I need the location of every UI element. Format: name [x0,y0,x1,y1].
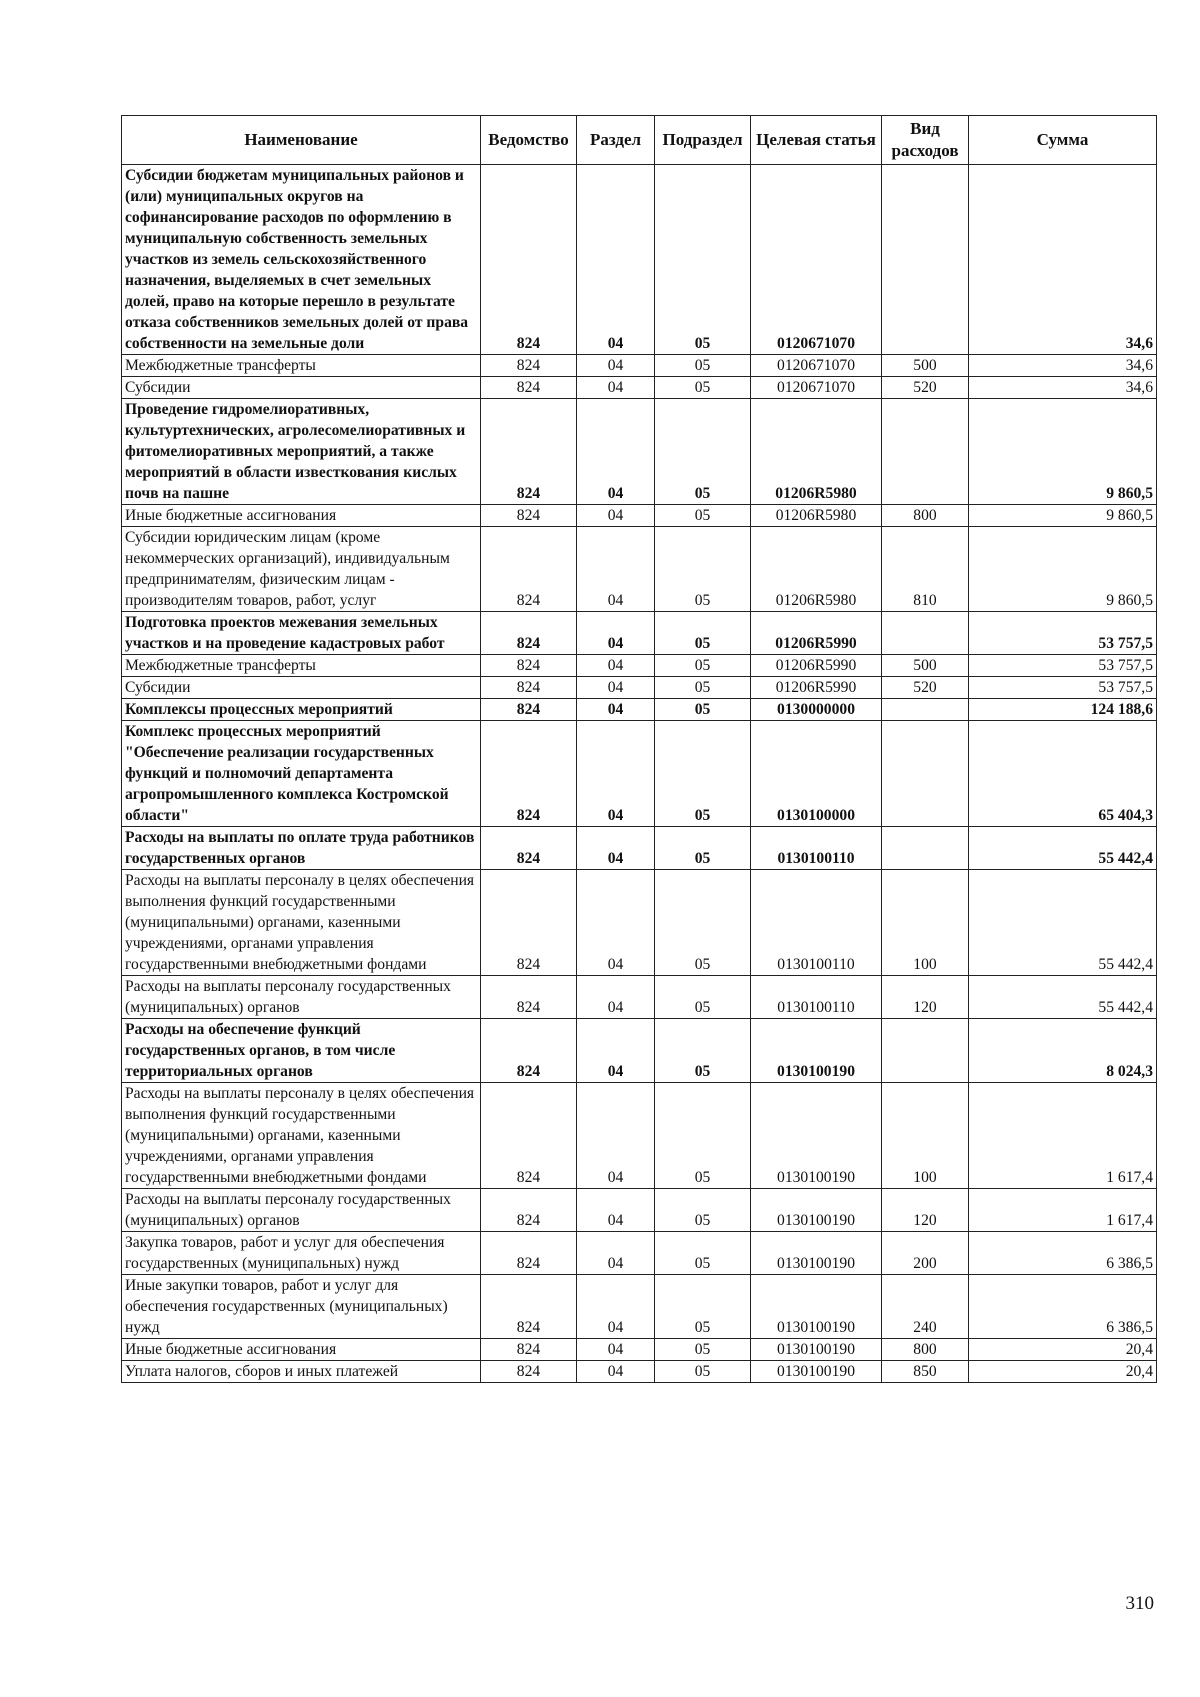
cell-name: Расходы на выплаты персоналу в целях обеспечения выполнения функций государственными (муниципальными) органами, казенными учреждениями, органами управления государственными внебюджетными фондами [122,1083,481,1189]
cell-section: 04 [577,870,655,976]
cell-exp-type [882,827,969,870]
cell-name: Иные закупки товаров, работ и услуг для обеспечения государственных (муниципальных) нужд [122,1275,481,1339]
cell-exp-type: 100 [882,1083,969,1189]
cell-subsection: 05 [655,976,751,1019]
cell-exp-type: 810 [882,527,969,612]
cell-dept: 824 [481,976,577,1019]
cell-exp-type: 800 [882,505,969,527]
cell-name: Межбюджетные трансферты [122,655,481,677]
table-row [122,355,1157,377]
cell-dept: 824 [481,612,577,655]
cell-name: Иные бюджетные ассигнования [122,505,481,527]
cell-exp-type [882,699,969,721]
cell-name: Подготовка проектов межевания земельных участков и на проведение кадастровых работ [122,612,481,655]
cell-sum: 34,6 [969,165,1157,355]
cell-section: 04 [577,1275,655,1339]
cell-sum: 1 617,4 [969,1189,1157,1232]
cell-subsection: 05 [655,355,751,377]
cell-target: 0130100110 [751,870,882,976]
table-row [122,827,1157,870]
cell-name: Комплексы процессных мероприятий [122,699,481,721]
table-row [122,699,1157,721]
cell-section: 04 [577,165,655,355]
table-row [122,976,1157,1019]
cell-dept: 824 [481,505,577,527]
cell-name: Расходы на выплаты персоналу в целях обеспечения выполнения функций государственными (муниципальными) органами, казенными учреждениями, органами управления государственными внебюджетными фондами [122,870,481,976]
table-row [122,1275,1157,1339]
cell-sum: 34,6 [969,355,1157,377]
cell-dept: 824 [481,1361,577,1383]
header-subsection: Подраздел [655,116,751,165]
cell-dept: 824 [481,1232,577,1275]
cell-exp-type: 100 [882,870,969,976]
cell-name: Закупка товаров, работ и услуг для обеспечения государственных (муниципальных) нужд [122,1232,481,1275]
cell-dept: 824 [481,355,577,377]
page-number: 310 [1125,1593,1154,1614]
cell-target: 0120671070 [751,377,882,399]
cell-target: 0120671070 [751,355,882,377]
cell-subsection: 05 [655,1339,751,1361]
table-row [122,1361,1157,1383]
cell-sum: 55 442,4 [969,827,1157,870]
cell-subsection: 05 [655,377,751,399]
cell-dept: 824 [481,1083,577,1189]
cell-name: Иные бюджетные ассигнования [122,1339,481,1361]
table-row [122,1339,1157,1361]
cell-subsection: 05 [655,721,751,827]
header-sum: Сумма [969,116,1157,165]
cell-target: 0130100110 [751,976,882,1019]
cell-section: 04 [577,655,655,677]
cell-target: 01206R5990 [751,677,882,699]
cell-target: 0130100000 [751,721,882,827]
cell-sum: 53 757,5 [969,677,1157,699]
cell-sum: 20,4 [969,1361,1157,1383]
cell-name: Комплекс процессных мероприятий "Обеспечение реализации государственных функций и полномочий департамента агропромышленного комплекса Костромской области" [122,721,481,827]
cell-target: 0120671070 [751,165,882,355]
cell-dept: 824 [481,399,577,505]
cell-exp-type: 500 [882,655,969,677]
table-row [122,1019,1157,1083]
cell-dept: 824 [481,1275,577,1339]
cell-sum: 1 617,4 [969,1083,1157,1189]
cell-exp-type: 500 [882,355,969,377]
cell-subsection: 05 [655,1275,751,1339]
cell-target: 01206R5980 [751,527,882,612]
cell-name: Расходы на обеспечение функций государственных органов, в том числе территориальных органов [122,1019,481,1083]
cell-name: Межбюджетные трансферты [122,355,481,377]
cell-section: 04 [577,1361,655,1383]
cell-subsection: 05 [655,699,751,721]
cell-name: Субсидии бюджетам муниципальных районов и (или) муниципальных округов на софинансирование расходов по оформлению в муниципальную собственность земельных участков из земель сельскохозяйственного назначения, выделяемых в счет земельных долей, право на которые перешло в результате отказа собственников земельных долей от права собственности на земельные доли [122,165,481,355]
header-target: Целевая статья [751,116,882,165]
cell-target: 0130000000 [751,699,882,721]
cell-dept: 824 [481,721,577,827]
cell-section: 04 [577,677,655,699]
cell-subsection: 05 [655,1361,751,1383]
table-row [122,165,1157,355]
cell-sum: 6 386,5 [969,1275,1157,1339]
cell-subsection: 05 [655,870,751,976]
cell-section: 04 [577,827,655,870]
cell-section: 04 [577,612,655,655]
cell-section: 04 [577,1083,655,1189]
cell-dept: 824 [481,527,577,612]
cell-dept: 824 [481,827,577,870]
cell-subsection: 05 [655,1232,751,1275]
cell-section: 04 [577,399,655,505]
cell-exp-type: 120 [882,1189,969,1232]
cell-target: 01206R5990 [751,612,882,655]
cell-sum: 9 860,5 [969,527,1157,612]
table-row [122,377,1157,399]
cell-section: 04 [577,527,655,612]
cell-target: 0130100110 [751,827,882,870]
cell-name: Расходы на выплаты персоналу государственных (муниципальных) органов [122,1189,481,1232]
cell-sum: 55 442,4 [969,870,1157,976]
header-name: Наименование [122,116,481,165]
header-exp-type: Вид расходов [882,116,969,165]
cell-sum: 53 757,5 [969,612,1157,655]
cell-sum: 65 404,3 [969,721,1157,827]
cell-target: 01206R5990 [751,655,882,677]
table-row [122,612,1157,655]
cell-target: 0130100190 [751,1275,882,1339]
cell-exp-type [882,612,969,655]
cell-target: 01206R5980 [751,505,882,527]
cell-dept: 824 [481,377,577,399]
cell-exp-type: 520 [882,677,969,699]
cell-dept: 824 [481,677,577,699]
cell-name: Уплата налогов, сборов и иных платежей [122,1361,481,1383]
table-row [122,721,1157,827]
cell-section: 04 [577,721,655,827]
cell-subsection: 05 [655,505,751,527]
cell-section: 04 [577,1339,655,1361]
table-row [122,1189,1157,1232]
cell-sum: 9 860,5 [969,505,1157,527]
cell-exp-type: 240 [882,1275,969,1339]
cell-section: 04 [577,377,655,399]
cell-sum: 124 188,6 [969,699,1157,721]
cell-subsection: 05 [655,612,751,655]
cell-sum: 55 442,4 [969,976,1157,1019]
cell-dept: 824 [481,1189,577,1232]
table-row [122,399,1157,505]
cell-exp-type [882,1019,969,1083]
cell-target: 0130100190 [751,1019,882,1083]
cell-subsection: 05 [655,1083,751,1189]
cell-exp-type [882,399,969,505]
cell-name: Расходы на выплаты по оплате труда работников государственных органов [122,827,481,870]
cell-sum: 9 860,5 [969,399,1157,505]
cell-section: 04 [577,505,655,527]
cell-sum: 20,4 [969,1339,1157,1361]
cell-subsection: 05 [655,1189,751,1232]
cell-name: Субсидии [122,377,481,399]
table-row [122,527,1157,612]
cell-target: 0130100190 [751,1232,882,1275]
header-dept: Ведомство [481,116,577,165]
cell-dept: 824 [481,165,577,355]
cell-subsection: 05 [655,677,751,699]
table-row [122,1083,1157,1189]
table-row [122,1232,1157,1275]
cell-dept: 824 [481,870,577,976]
table-body [122,165,1157,1383]
cell-subsection: 05 [655,399,751,505]
cell-dept: 824 [481,1339,577,1361]
cell-exp-type: 200 [882,1232,969,1275]
cell-exp-type: 120 [882,976,969,1019]
cell-name: Субсидии [122,677,481,699]
cell-subsection: 05 [655,827,751,870]
cell-exp-type: 800 [882,1339,969,1361]
cell-target: 0130100190 [751,1339,882,1361]
cell-exp-type [882,721,969,827]
table-row [122,870,1157,976]
cell-target: 0130100190 [751,1361,882,1383]
cell-exp-type [882,165,969,355]
cell-dept: 824 [481,655,577,677]
cell-subsection: 05 [655,527,751,612]
cell-dept: 824 [481,1019,577,1083]
cell-dept: 824 [481,699,577,721]
cell-exp-type: 850 [882,1361,969,1383]
cell-sum: 53 757,5 [969,655,1157,677]
cell-exp-type: 520 [882,377,969,399]
cell-target: 0130100190 [751,1083,882,1189]
cell-section: 04 [577,1189,655,1232]
table-row [122,655,1157,677]
cell-name: Проведение гидромелиоративных, культуртехнических, агролесомелиоративных и фитомелиоративных мероприятий, а также мероприятий в области известкования кислых почв на пашне [122,399,481,505]
cell-section: 04 [577,1019,655,1083]
cell-target: 0130100190 [751,1189,882,1232]
cell-name: Субсидии юридическим лицам (кроме некоммерческих организаций), индивидуальным предпринимателям, физическим лицам - производителям товаров, работ, услуг [122,527,481,612]
header-section: Раздел [577,116,655,165]
header-row [122,116,1157,165]
cell-target: 01206R5980 [751,399,882,505]
table-row [122,505,1157,527]
cell-subsection: 05 [655,165,751,355]
cell-sum: 6 386,5 [969,1232,1157,1275]
budget-table [121,115,1157,1383]
cell-sum: 8 024,3 [969,1019,1157,1083]
cell-section: 04 [577,355,655,377]
cell-section: 04 [577,976,655,1019]
cell-name: Расходы на выплаты персоналу государственных (муниципальных) органов [122,976,481,1019]
cell-section: 04 [577,699,655,721]
cell-section: 04 [577,1232,655,1275]
cell-subsection: 05 [655,1019,751,1083]
cell-subsection: 05 [655,655,751,677]
cell-sum: 34,6 [969,377,1157,399]
table-row [122,677,1157,699]
